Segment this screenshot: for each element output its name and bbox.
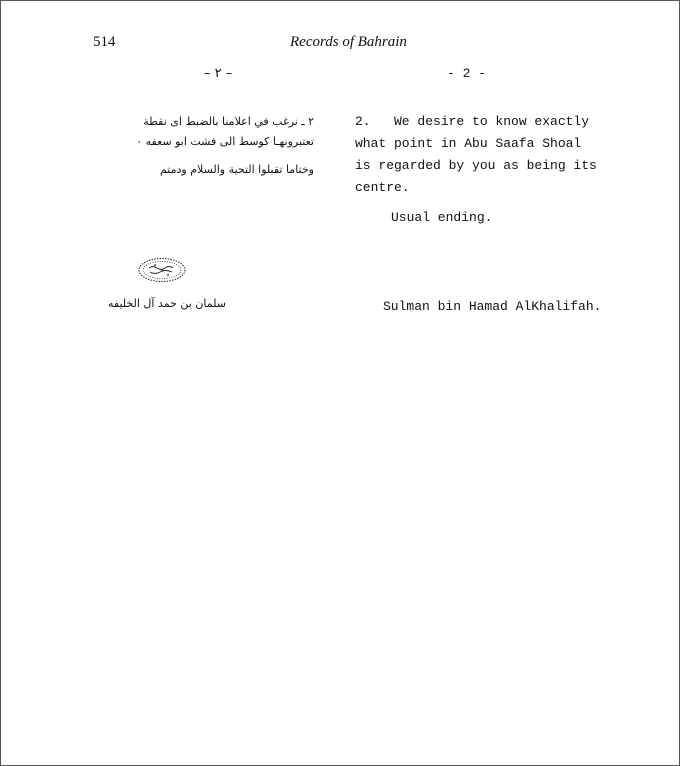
seal-icon [137,257,187,283]
arabic-closing: وختاما تقبلوا التحية والسلام ودمتم [159,163,314,176]
arabic-line: ٢ ـ نرغب في اعلامنا بالضبط اى نقطة [143,115,314,128]
arabic-page-mark: – ٢ – [204,66,233,81]
english-line: is regarded by you as being its [355,158,597,173]
english-line: centre. [355,180,410,195]
arabic-signature: سلمان بن حمد آل الخليفه [108,297,226,310]
arabic-line: تعتبرونهـا كوسط الى فشت ابو سعفه ٠ [136,135,314,148]
running-title: Records of Bahrain [290,34,407,50]
english-signature: Sulman bin Hamad AlKhalifah. [383,299,602,314]
english-page-mark: - 2 - [447,66,487,81]
page-number: 514 [93,34,116,50]
english-line: 2. We desire to know exactly [355,114,590,129]
english-closing: Usual ending. [391,210,493,225]
arabic-letter-body [100,112,314,180]
english-letter-body [355,111,597,199]
english-line: what point in Abu Saafa Shoal [355,136,582,151]
